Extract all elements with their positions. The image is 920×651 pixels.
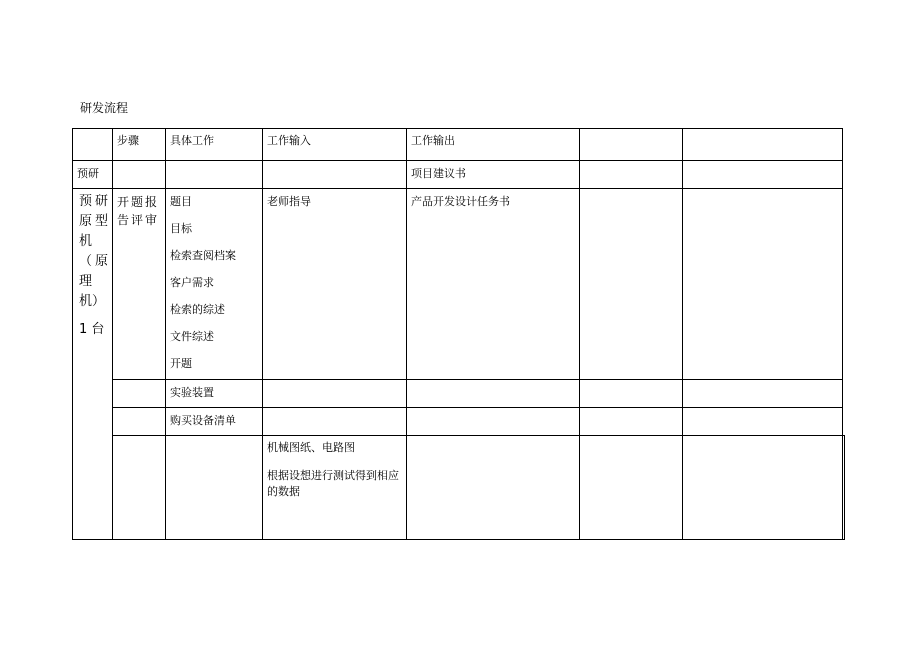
table-row-experiment <box>73 380 845 408</box>
work-cell: 实验装置 <box>166 380 263 408</box>
stage-cell <box>113 436 166 540</box>
table-row-prototype <box>73 189 845 380</box>
work-item: 题目 <box>170 195 192 208</box>
header-cell-stage <box>73 129 113 161</box>
work-item: 检索查阅档案 <box>170 249 236 262</box>
work-cell: 购买设备清单 <box>166 408 263 436</box>
table-row-preresearch <box>73 161 845 189</box>
extra-cell <box>683 408 843 436</box>
extra-cell <box>580 189 683 380</box>
input-cell <box>263 161 407 189</box>
step-cell <box>113 408 166 436</box>
stage-cell: 预研 <box>73 161 113 189</box>
quantity-label: 1 台 <box>79 322 105 337</box>
table-row-drawings <box>73 436 845 540</box>
extra-cell <box>843 436 845 540</box>
stage-cell-prototype <box>73 189 113 540</box>
work-item: 机械图纸、电路图 <box>267 441 355 454</box>
step-cell <box>113 161 166 189</box>
table-header-row <box>73 129 845 161</box>
page-title: 研发流程 <box>80 101 129 115</box>
output-cell <box>407 380 580 408</box>
extra-cell <box>683 189 843 380</box>
input-cell <box>407 436 580 540</box>
work-cell <box>166 161 263 189</box>
extra-cell <box>683 161 843 189</box>
table-row-purchase <box>73 408 845 436</box>
extra-cell <box>683 380 843 408</box>
work-item: 目标 <box>170 222 192 235</box>
process-table <box>72 128 845 540</box>
input-cell <box>263 380 407 408</box>
extra-cell <box>580 161 683 189</box>
step-cell <box>166 436 263 540</box>
stage-label: 预研原型机（原理机） <box>79 194 108 309</box>
work-cell <box>263 436 407 540</box>
extra-cell <box>683 436 843 540</box>
header-cell-output: 工作输出 <box>407 129 580 161</box>
output-cell: 产品开发设计任务书 <box>407 189 580 380</box>
step-cell <box>113 380 166 408</box>
header-cell-extra-1 <box>580 129 683 161</box>
work-list-cell <box>166 189 263 380</box>
header-cell-input: 工作输入 <box>263 129 407 161</box>
output-cell <box>580 436 683 540</box>
input-cell: 老师指导 <box>263 189 407 380</box>
work-item: 检索的综述 <box>170 303 225 316</box>
header-cell-step: 步骤 <box>113 129 166 161</box>
header-cell-extra-2 <box>683 129 843 161</box>
header-cell-work: 具体工作 <box>166 129 263 161</box>
work-item: 文件综述 <box>170 330 214 343</box>
input-cell <box>263 408 407 436</box>
work-item: 开题 <box>170 357 192 370</box>
work-item: 根据设想进行测试得到相应的数据 <box>267 469 399 498</box>
output-cell <box>407 408 580 436</box>
output-cell: 项目建议书 <box>407 161 580 189</box>
extra-cell <box>580 408 683 436</box>
step-cell: 开题报告评审 <box>113 189 166 380</box>
work-item: 客户需求 <box>170 276 214 289</box>
extra-cell <box>580 380 683 408</box>
